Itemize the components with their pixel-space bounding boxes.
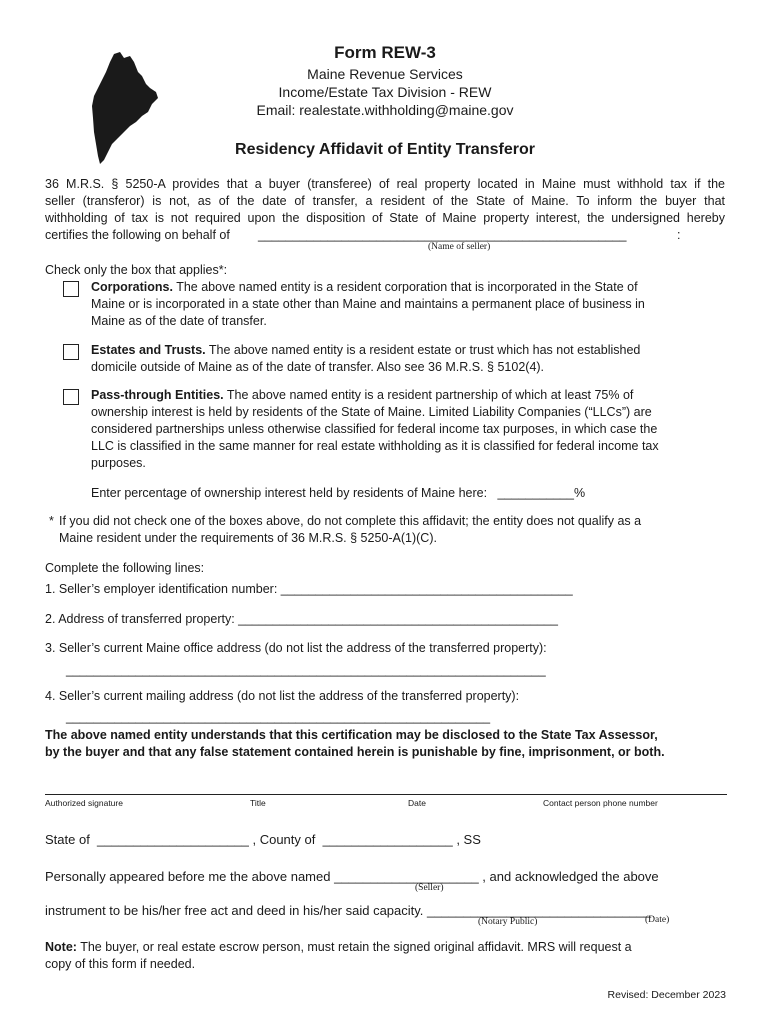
maine-office-address-label: 3. Seller’s current Maine office address (do not list the address of the transferred property): — [45, 641, 547, 655]
agency-name: Maine Revenue Services — [307, 66, 463, 82]
estates-trusts-checkbox[interactable] — [63, 344, 79, 360]
title-label: Title — [250, 798, 266, 808]
corporations-option-line-1 — [91, 279, 731, 296]
pass-through-text-5: purposes. — [91, 456, 146, 470]
corporations-text-2: Maine or is incorporated in a state other than Maine and maintains a permanent place of business in — [91, 297, 645, 311]
certification-line-1: The above named entity understands that this certification may be disclosed to the State Tax Assessor, — [45, 728, 658, 742]
contact-email: Email: realestate.withholding@maine.gov — [256, 102, 514, 118]
seller-name-caption: (Name of seller) — [428, 242, 491, 252]
notary-date-caption: (Date) — [645, 915, 670, 925]
intro-line-4: certifies the following on behalf of — [45, 228, 230, 242]
complete-lines-prompt: Complete the following lines: — [45, 561, 205, 575]
intro-line-1: 36 M.R.S. § 5250-A provides that a buyer (transferee) of real property located in Maine must withhold tax if the — [45, 177, 725, 191]
form-title: Form REW-3 — [334, 43, 436, 62]
pass-through-text-1: The above named entity is a resident partnership of which at least 75% of — [226, 388, 634, 402]
signature-line[interactable] — [45, 794, 727, 795]
footnote-line-1: If you did not check one of the boxes above, do not complete this affidavit; the entity does not qualify as a — [59, 514, 642, 528]
division-name: Income/Estate Tax Division - REW — [278, 84, 492, 100]
pass-through-checkbox[interactable] — [63, 389, 79, 405]
estates-text-2: domicile outside of Maine as of the date of transfer. Also see 36 M.R.S. § 5102(4). — [91, 360, 545, 374]
check-prompt: Check only the box that applies*: — [45, 263, 228, 277]
intro-colon: : — [677, 228, 681, 242]
note-label: Note: — [45, 940, 77, 954]
pass-through-option-line-1 — [91, 387, 731, 404]
mailing-address-field[interactable]: _____________________________________________________________ — [66, 710, 491, 724]
certification-line-2: by the buyer and that any false statement contained herein is punishable by fine, imprisonment, or both. — [45, 745, 665, 759]
pass-through-text-3: considered partnerships unless otherwise classified for federal income tax purposes, in which case the — [91, 422, 658, 436]
intro-line-3: withholding of tax is not required upon the disposition of State of Maine property interest, the undersigned hereby — [45, 211, 725, 225]
maine-office-address-field[interactable]: _____________________________________________________________________ — [66, 663, 546, 677]
note-line-2: copy of this form if needed. — [45, 957, 196, 971]
date-label: Date — [408, 798, 426, 808]
authorized-signature-label: Authorized signature — [45, 798, 123, 808]
corporations-text-1: The above named entity is a resident corporation that is incorporated in the State of — [176, 280, 638, 294]
seller-caption: (Seller) — [415, 883, 444, 893]
notary-public-caption: (Notary Public) — [478, 917, 538, 927]
page-title: Residency Affidavit of Entity Transferor — [235, 141, 535, 158]
corporations-checkbox[interactable] — [63, 281, 79, 297]
pass-through-text-4: LLC is classified in the same manner for real estate withholding as it is classified for federal income tax — [91, 439, 659, 453]
estates-title: Estates and Trusts. — [91, 343, 206, 357]
ein-field[interactable]: 1. Seller’s employer identification number: __________________________________________ — [45, 582, 573, 596]
seller-name-field[interactable]: _____________________________________________________ — [258, 228, 627, 242]
ownership-percentage-field[interactable]: Enter percentage of ownership interest held by residents of Maine here: ___________% — [91, 486, 586, 500]
corporations-title: Corporations. — [91, 280, 173, 294]
phone-label: Contact person phone number — [543, 798, 658, 808]
pass-through-text-2: ownership interest is held by residents of the State of Maine. Limited Liability Companies (“LLCs”) are — [91, 405, 652, 419]
footnote-line-2: Maine resident under the requirements of 36 M.R.S. § 5250-A(1)(C). — [59, 531, 437, 545]
corporations-text-3: Maine as of the date of transfer. — [91, 314, 267, 328]
intro-line-2: seller (transferor) is not, as of the date of transfer, a resident of the State of Maine. To inform the buyer that — [45, 194, 725, 208]
pass-through-title: Pass-through Entities. — [91, 388, 224, 402]
state-county-field[interactable]: State of _____________________ , County of __________________ , SS — [45, 832, 481, 847]
estates-option-line-1 — [91, 342, 731, 359]
revision-date: Revised: December 2023 — [607, 989, 726, 1001]
personally-appeared-line[interactable]: Personally appeared before me the above named ____________________ , and acknowledged the above — [45, 869, 659, 884]
property-address-field[interactable]: 2. Address of transferred property: ______________________________________________ — [45, 612, 558, 626]
instrument-line[interactable]: instrument to be his/her free act and deed in his/her said capacity. _______________________________ — [45, 903, 652, 918]
mailing-address-label: 4. Seller’s current mailing address (do not list the address of the transferred property): — [45, 689, 520, 703]
footnote-star: * — [49, 514, 54, 528]
estates-text-1: The above named entity is a resident estate or trust which has not established — [208, 343, 641, 357]
note-text-1: The buyer, or real estate escrow person, must retain the signed original affidavit. MRS will request a — [76, 940, 632, 954]
note-line-1 — [45, 939, 735, 956]
